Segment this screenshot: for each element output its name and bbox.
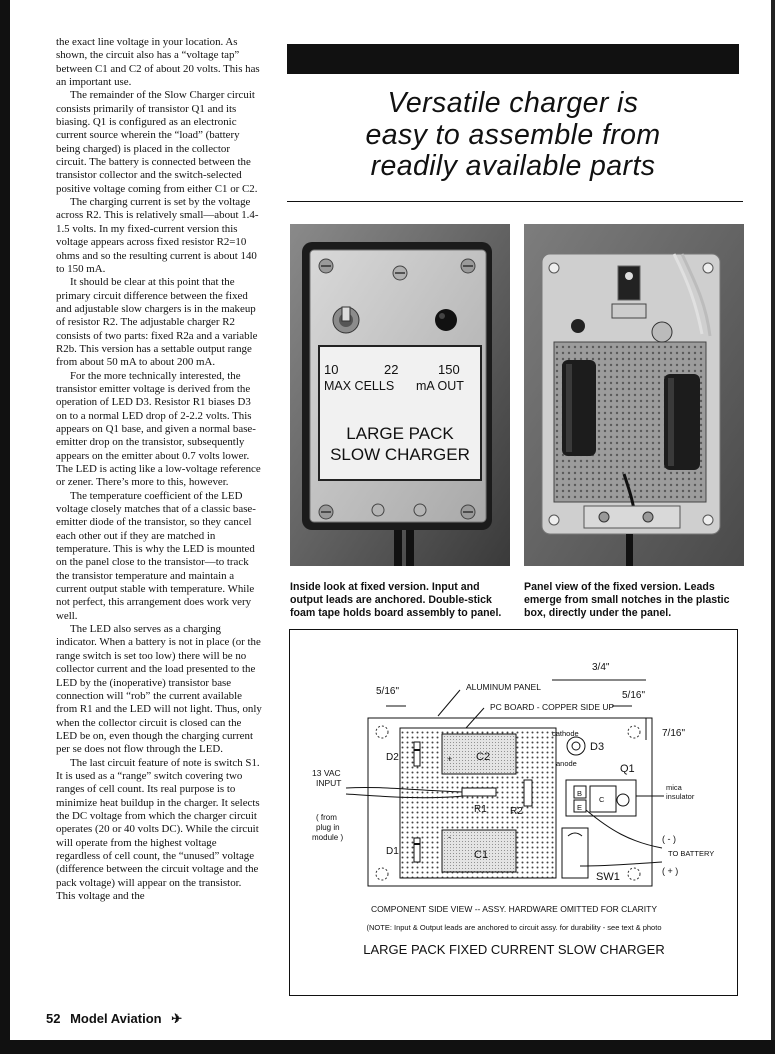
label-c2: C2 <box>476 751 491 763</box>
label-battery-plus: ( + ) <box>662 866 679 876</box>
photo-caption-left: Inside look at fixed version. Input and output leads are anchored. Double-stick foam tape holds board assembly to panel. <box>290 581 502 620</box>
paragraph: The last circuit feature of note is switch S1. It is used as a “range” switch covering two ranges of cell count. Its real purpose is to minimize heat buildup in the charger. It selects the DC voltage from which the charger circuit operates (20 or 40 volts DC). While the circuit will operate from the highest voltage regardless of cell count, the “unused” voltage (difference between the circuit voltage and the pack voltage) will appear on the transistor. This voltage and the <box>56 756 260 902</box>
label-c: C <box>599 795 605 804</box>
headline <box>287 88 739 183</box>
polarity-minus: - <box>448 832 451 842</box>
paragraph: The charging current is set by the voltage across R2. This is relatively small—about 1.4-1.5 volts. In my fixed-current version this voltage appears across fixed resistor R2=10 ohms and so the resulting current is about 140 to 150 mA. <box>56 196 259 275</box>
label-r1: R1 <box>474 804 487 815</box>
paragraph: For the more technically interested, the transistor emitter voltage is derived from the operation of LED D3. Resistor R1 biases D3 on to a normal LED drop of 2-2.2 volts. This appears on Q1 base, and given a normal base-emitter drop on the transistor, subsequently appears on the emitter about 0.7 volts lower. The LED is acting like a low-voltage reference or zener. There’s more to this, however. <box>56 369 261 489</box>
panel-label-max-cells: MAX CELLS <box>324 379 395 393</box>
photo-front-panel <box>290 224 510 566</box>
label-c1: C1 <box>474 849 489 861</box>
label-mica-line2: insulator <box>666 792 695 801</box>
header-black-bar <box>287 44 739 74</box>
label-to-battery: TO BATTERY <box>668 849 715 858</box>
label-r2: R2 <box>510 806 523 817</box>
page-footer <box>46 1011 188 1027</box>
panel-label-10: 10 <box>324 362 339 377</box>
panel-title-line2: SLOW CHARGER <box>330 445 470 464</box>
photo-caption-right: Panel view of the fixed version. Leads emerge from small notches in the plastic box, directly under the panel. <box>524 581 730 620</box>
page-edge-left <box>0 0 10 1054</box>
label-from-line2: plug in <box>316 823 340 832</box>
component-side-view: COMPONENT SIDE VIEW -- ASSY. HARDWARE OMITTED FOR CLARITY <box>370 904 658 914</box>
dim-seven-sixteenth: 7/16" <box>662 728 686 739</box>
label-input-line1: 13 VAC <box>312 768 341 778</box>
polarity-plus: + <box>447 754 453 764</box>
label-sw1: SW1 <box>596 871 620 883</box>
page-edge-bottom <box>0 1040 775 1054</box>
page-number: 52 <box>46 1011 61 1026</box>
label-d2: D2 <box>386 752 399 763</box>
assembly-diagram <box>289 629 738 996</box>
label-cathode: cathode <box>552 729 579 738</box>
label-from-line3: module ) <box>312 833 344 842</box>
dim-three-quarter: 3/4" <box>592 662 610 673</box>
airplane-icon: ✈ <box>171 1011 183 1026</box>
label-e: E <box>577 803 583 812</box>
magazine-name: Model Aviation <box>70 1011 162 1026</box>
paragraph: The temperature coefficient of the LED voltage closely matches that of a classic base-emitter diode of the transistor, so they cancel each other out if they are matched in temperature. This is why the LED is mounted on the panel close to the transistor—to track the transistor temperature and maintain a current output stable with temperature. While not perfect, this arrangement does work very well. <box>56 489 256 622</box>
dim-five-sixteenth-right: 5/16" <box>622 690 646 701</box>
photo-inside-view <box>524 224 744 566</box>
label-pc-board: PC BOARD - COPPER SIDE UP <box>490 702 615 712</box>
panel-label-22: 22 <box>384 362 399 377</box>
label-d1: D1 <box>386 846 399 857</box>
panel-title-line1: LARGE PACK <box>346 424 454 443</box>
panel-label-150: 150 <box>438 362 460 377</box>
label-q1: Q1 <box>620 763 635 775</box>
label-aluminum-panel: ALUMINUM PANEL <box>466 682 541 692</box>
assembly-diagram-drawing <box>290 630 737 995</box>
paragraph: The LED also serves as a charging indicator. When a battery is not in place (or the range switch is set too low) there will be no collector current and the load presented to the LED by the (inoperative) transistor base connection will “rob” the current available from R1 and the LED will not light. Thus, only when the collector circuit is closed can the LED be on, even though the charging current per se does not flow through the LED. <box>56 623 262 756</box>
dim-five-sixteenth-left: 5/16" <box>376 686 400 697</box>
paragraph: It should be clear at this point that the primary circuit difference between the fixed and adjustable slow chargers is in the makeup of resistor R2. The adjustable charger R2 consists of two parts: fixed R2a and a variable R2b. This version has a settable output range from about 50 mA to about 200 mA. <box>56 276 258 369</box>
label-from-line1: ( from <box>316 813 337 822</box>
label-d3: D3 <box>590 741 605 753</box>
photo-front-panel-illustration <box>290 224 510 566</box>
headline-line: Versatile charger is <box>387 87 639 119</box>
diagram-note: (NOTE: Input & Output leads are anchored to circuit assy. for durability - see text & photo <box>366 923 662 932</box>
label-b: B <box>577 789 583 798</box>
panel-label-ma-out: mA OUT <box>416 379 464 393</box>
headline-line: easy to assemble from <box>365 118 661 151</box>
label-battery-minus: ( - ) <box>662 834 676 844</box>
label-input-line2: INPUT <box>316 778 342 788</box>
label-anode: anode <box>556 759 577 768</box>
paragraph: the exact line voltage in your location. As shown, the circuit also has a “voltage tap” between C1 and C2 of about 20 volts. This has an important use. <box>56 36 260 89</box>
headline-rule <box>287 201 743 202</box>
diagram-title: LARGE PACK FIXED CURRENT SLOW CHARGER <box>363 942 665 957</box>
headline-line: readily available parts <box>370 150 656 182</box>
page-edge-right <box>771 0 775 1054</box>
photo-inside-view-illustration <box>524 224 744 566</box>
article-left-column <box>56 36 262 903</box>
label-mica-line1: mica <box>666 783 682 792</box>
paragraph: The remainder of the Slow Charger circuit consists primarily of transistor Q1 and its biasing. Q1 is configured as an electronic current source wherein the “load” (battery being charged) is placed in the collector circuit. The battery is connected between the transistor collector and the switch-selected positive voltage coming from either C1 or C2. <box>56 89 258 195</box>
